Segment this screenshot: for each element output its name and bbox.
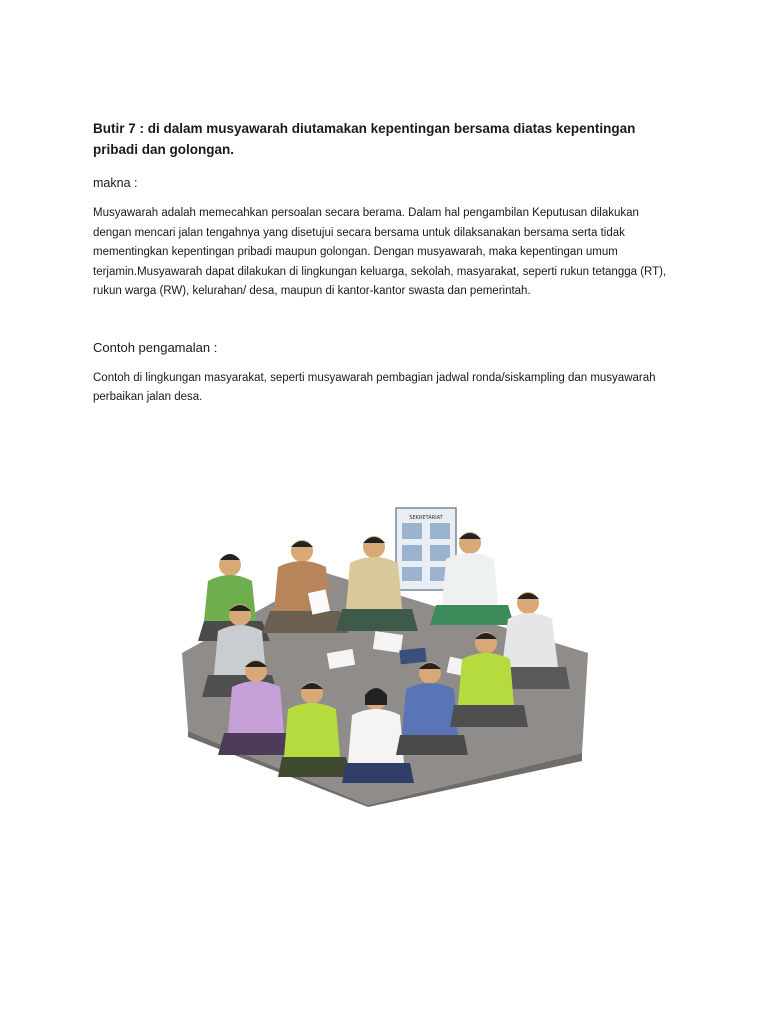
board-title: SEKRETARIAT (409, 515, 443, 521)
contoh-paragraph: Contoh di lingkungan masyarakat, seperti musyawarah pembagian jadwal ronda/siskampling dan musyawarah perbaikan jalan desa. (93, 371, 656, 403)
makna-label: makna : (93, 176, 138, 190)
contoh-label: Contoh pengamalan : (93, 339, 218, 355)
group-discussion-illustration (178, 503, 590, 807)
point-heading: Butir 7 : di dalam musyawarah diutamakan kepentingan bersama diatas kepentingan pribadi dan golongan. (93, 121, 636, 157)
document-page (93, 118, 673, 408)
makna-paragraph: Musyawarah adalah memecahkan persoalan secara berama. Dalam hal pengambilan Keputusan dilakukan dengan mencari jalan tengahnya yang disetujui secara bersama untuk dilaksanakan bersama serta tidak mementingkan kepentingan pribadi maupun golongan. Dengan musyawarah, maka kepentingan umum terjamin.Musyawarah dapat dilakukan di lingkungan keluarga, sekolah, masyarakat, seperti rukun tetangga (RT), rukun warga (RW), kelurahan/ desa, maupun di kantor-kantor swasta dan pemerintah. (93, 207, 667, 297)
